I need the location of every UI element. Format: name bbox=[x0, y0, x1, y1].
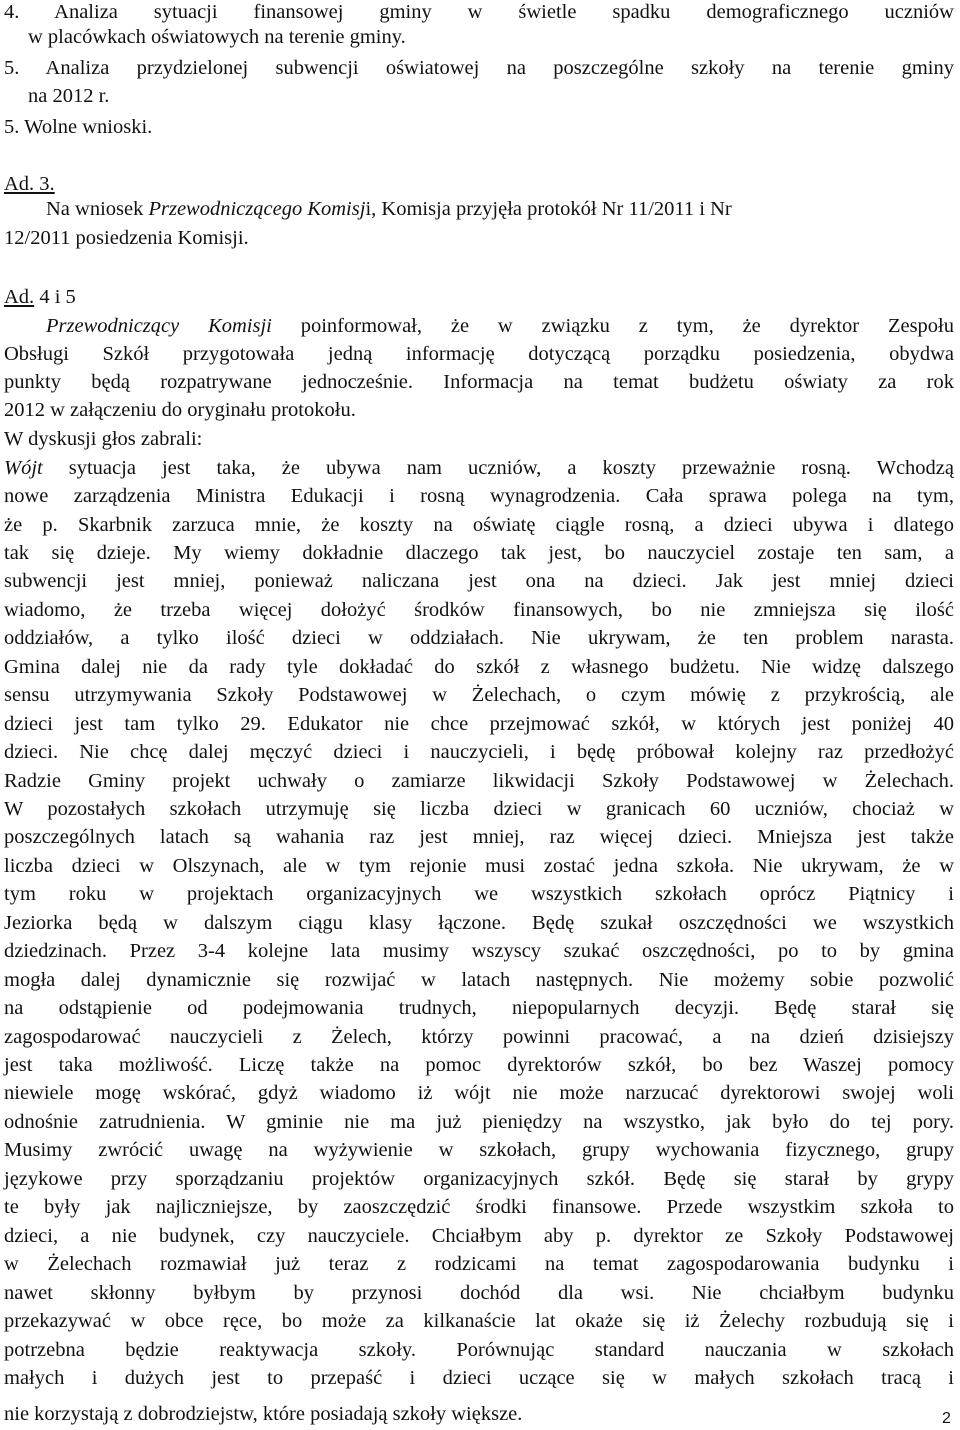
ad45-line-4: 2012 w załączeniu do oryginału protokołu. bbox=[4, 399, 356, 421]
body-line: dzieci jest tam tylko 29. Edukator nie chce przejmować szkół, w których jest poniżej 40 bbox=[4, 712, 954, 735]
wojt-line bbox=[4, 456, 954, 480]
agenda-item-free: 5. Wolne wnioski. bbox=[4, 116, 153, 138]
body-line: Gmina dalej nie da rady tyle dokładać do szkół z własnego budżetu. Nie widzę dalszego bbox=[4, 655, 954, 678]
body-line: nowe zarządzenia Ministra Edukacji i rosną wynagrodzenia. Cała sprawa polega na tym, bbox=[4, 485, 954, 507]
ad45-line-3: punkty będą rozpatrywane jednocześnie. Informacja na temat budżetu oświaty za rok bbox=[4, 371, 954, 393]
ad3-line-2: 12/2011 posiedzenia Komisji. bbox=[4, 227, 249, 249]
body-line: Musimy zwrócić uwagę na wyżywienie w szkołach, grupy wychowania fizycznego, grupy bbox=[4, 1139, 954, 1162]
body-line: subwencji jest mniej, ponieważ naliczana jest ona na dzieci. Jak jest mniej dzieci bbox=[4, 570, 954, 593]
body-line: poszczególnych latach są wahania raz jest mniej, raz więcej dzieci. Mniejsza jest także bbox=[4, 826, 954, 849]
agenda-item-5-cont: na 2012 r. bbox=[28, 85, 110, 107]
body-line: zagospodarować nauczycieli z Żelech, którzy powinni pracować, a na dzień dzisiejszy bbox=[4, 1025, 954, 1048]
wojt-italic: Wójt bbox=[4, 457, 43, 479]
body-line: mogła dalej dynamicznie się rozwijać w latach następnych. Nie możemy sobie pozwolić bbox=[4, 968, 954, 991]
ad45-heading-underlined: Ad. bbox=[4, 286, 35, 308]
body-line: tak się dzieje. My wiemy dokładnie dlaczego tak jest, bo nauczyciel zostaje ten sam, a bbox=[4, 541, 954, 564]
body-line: Radzie Gminy projekt uchwały o zamiarze likwidacji Szkoły Podstawowej w Żelechach. bbox=[4, 769, 954, 792]
body-line: dziedzinach. Przez 3-4 kolejne lata musimy wszyscy szukać oszczędności, po to by gmina bbox=[4, 940, 954, 963]
body-line: te były jak najliczniejsze, by zaoszczędzić środki finansowe. Przede wszystkim szkoła to bbox=[4, 1196, 954, 1219]
ad45-line-2: Obsługi Szkół przygotowała jedną informację dotyczącą porządku posiedzenia, obydwa bbox=[4, 343, 954, 365]
ad45-heading-rest: 4 i 5 bbox=[34, 286, 76, 308]
discussion-intro: W dyskusji głos zabrali: bbox=[4, 428, 203, 450]
body-line: sensu utrzymywania Szkoły Podstawowej w Żelechach, o czym mówię z przykrością, ale bbox=[4, 684, 954, 707]
body-line: małych i dużych jest to przepaść i dzieci uczące się w małych szkołach tracą i bbox=[4, 1366, 954, 1389]
agenda-item-5: 5. Analiza przydzielonej subwencji oświatowej na poszczególne szkoły na terenie gminy bbox=[4, 57, 954, 79]
ad45-heading bbox=[4, 285, 954, 309]
body-line: w Żelechach rozmawiał już teraz z rodzicami na temat zagospodarowania budynku i bbox=[4, 1253, 954, 1276]
body-line: dzieci. Nie chcę dalej męczyć dzieci i nauczycieli, i będę próbował kolejny raz przedłożyć bbox=[4, 741, 954, 763]
agenda-item-4-cont: w placówkach oświatowych na terenie gminy. bbox=[28, 26, 406, 48]
body-line: wiadomo, że trzeba więcej dołożyć środków finansowych, bo nie zmniejsza się ilość bbox=[4, 598, 954, 621]
body-line: że p. Skarbnik zarzuca mnie, że koszty na oświatę ciągle rosną, a dzieci ubywa i dlatego bbox=[4, 513, 954, 536]
body-line: W pozostałych szkołach utrzymuję się liczba dzieci w granicach 60 uczniów, chociaż w bbox=[4, 798, 954, 820]
ad45-line-1-rest: poinformował, że w związku z tym, że dyrektor Zespołu bbox=[271, 315, 954, 337]
body-line: niewiele mogę wskórać, gdyż wiadomo iż wójt nie może narzucać dyrektorowi swojej woli bbox=[4, 1082, 954, 1105]
body-line: oddziałów, a tylko ilość dzieci w oddziałach. Nie ukrywam, że ten problem narasta. bbox=[4, 627, 954, 650]
ad3-chair-italic: Przewodniczącego Komisj bbox=[148, 198, 366, 220]
body-line: przekazywać w obce ręce, bo może za kilkanaście lat okaże się iż Żelechy rozbudują się i bbox=[4, 1310, 954, 1332]
body-line: tym roku w projektach organizacyjnych we wszystkich szkołach oprócz Piątnicy i bbox=[4, 883, 954, 906]
ad3-text-a: Na wniosek bbox=[46, 198, 149, 220]
body-line: potrzebna będzie reaktywacja szkoły. Porównując standard nauczania w szkołach bbox=[4, 1338, 954, 1361]
body-line: na odstąpienie od podejmowania trudnych, niepopularnych decyzji. Będę starał się bbox=[4, 997, 954, 1020]
body-line: liczba dzieci w Olszynach, ale w tym rejonie musi zostać jedna szkoła. Nie ukrywam, że w bbox=[4, 854, 954, 877]
page-number: 2 bbox=[942, 1410, 951, 1427]
ad3-text-c: i, Komisja przyjęła protokół Nr 11/2011 i Nr bbox=[365, 198, 732, 220]
body-line: językowe przy sporządzaniu projektów organizacyjnych szkół. Będę się starał by grypy bbox=[4, 1167, 954, 1190]
wojt-line-rest: sytuacja jest taka, że ubywa nam uczniów, a koszty przeważnie rosną. Wchodzą bbox=[42, 457, 954, 479]
ad45-chair-italic: Przewodniczący Komisji bbox=[46, 315, 272, 337]
last-line: nie korzystają z dobrodziejstw, które posiadają szkoły większe. bbox=[4, 1403, 523, 1425]
ad45-line-1 bbox=[46, 314, 954, 338]
body-line: jest taka możliwość. Liczę także na pomoc dyrektorów szkół, bo bez Waszej pomocy bbox=[4, 1054, 954, 1076]
body-line: nawet skłonny byłbym by przynosi dochód dla wsi. Nie chciałbym budynku bbox=[4, 1281, 954, 1304]
ad3-heading: Ad. 3. bbox=[4, 173, 55, 195]
body-line: odnośnie zatrudnienia. W gminie nie ma już pieniędzy na wszystko, jak było do tej pory. bbox=[4, 1110, 954, 1133]
body-line: dzieci, a nie budynek, czy nauczyciele. Chciałbym aby p. dyrektor ze Szkoły Podstawowej bbox=[4, 1224, 954, 1247]
ad3-line-1 bbox=[46, 197, 950, 221]
body-line: Jeziorka będą w dalszym ciągu klasy łączone. Będę szukał oszczędności we wszystkich bbox=[4, 911, 954, 934]
agenda-item-4: 4. Analiza sytuacji finansowej gminy w świetle spadku demograficznego uczniów bbox=[4, 1, 954, 23]
